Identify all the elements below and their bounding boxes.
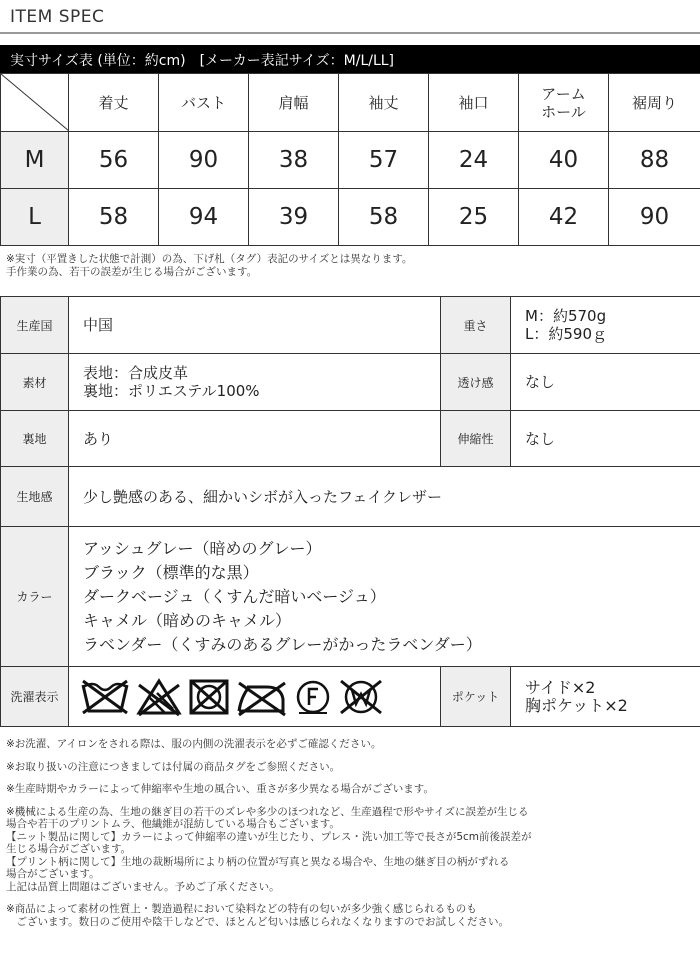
size-table-title-bar — [0, 45, 700, 74]
column-header: 袖丈 — [339, 74, 429, 132]
table-cell: 40 — [519, 132, 609, 189]
weight-value: M：約570g L：約590ｇ — [511, 297, 700, 354]
table-cell: 58 — [69, 189, 159, 246]
size-table-corner — [1, 74, 69, 132]
table-cell: 42 — [519, 189, 609, 246]
size-label: M — [1, 132, 69, 189]
color-item: ラベンダー（くすみのあるグレーがかったラベンダー） — [83, 634, 482, 654]
wash-icons — [69, 667, 441, 727]
page-title: ITEM SPEC — [10, 7, 105, 27]
color-list — [69, 527, 700, 667]
spec-table — [0, 296, 700, 727]
table-cell: 25 — [429, 189, 519, 246]
sheer-value: なし — [511, 354, 700, 411]
no-wash-icon — [79, 677, 131, 717]
note-item: ※お洗濯、アイロンをされる際は、服の内側の洗濯表示を必ずご確認ください。 — [6, 738, 382, 750]
table-row — [1, 132, 700, 189]
no-bleach-icon — [135, 677, 183, 717]
pocket-value: サイド×2 胸ポケット×2 — [511, 667, 700, 727]
note-item: ※お取り扱いの注意につきましては付属の商品タグをご参照ください。 — [6, 760, 341, 773]
table-cell: 38 — [249, 132, 339, 189]
origin-label: 生産国 — [1, 297, 69, 354]
header-divider — [0, 32, 700, 34]
weight-label: 重さ — [441, 297, 511, 354]
table-cell: 57 — [339, 132, 429, 189]
dry-clean-f-icon — [293, 677, 333, 717]
column-header: 着丈 — [69, 74, 159, 132]
texture-label: 生地感 — [1, 467, 69, 527]
no-iron-icon — [235, 677, 289, 717]
column-header: 袖口 — [429, 74, 519, 132]
no-wet-clean-icon — [337, 677, 385, 717]
column-header: 裾周り — [609, 74, 700, 132]
color-label: カラー — [1, 527, 69, 667]
color-item: アッシュグレー（暗めのグレー） — [83, 538, 322, 558]
spec-row — [1, 527, 700, 667]
stretch-value: なし — [511, 411, 700, 467]
column-header: アーム ホール — [519, 74, 609, 132]
spec-row — [1, 354, 700, 411]
table-cell: 39 — [249, 189, 339, 246]
sheer-label: 透け感 — [441, 354, 511, 411]
stretch-label: 伸縮性 — [441, 411, 511, 467]
spec-row — [1, 411, 700, 467]
size-table — [0, 73, 700, 246]
note-item: ※商品によって素材の性質上・製造過程において染料などの特有の匂いが多少強く感じられるものも ございます。数日のご使用や陰干しなどで、ほとんど匂いは感じられなくなりますのでお試しください。 — [6, 903, 509, 928]
color-item: ダークベージュ（くすんだ暗いベージュ） — [83, 586, 386, 606]
column-header: 肩幅 — [249, 74, 339, 132]
origin-value: 中国 — [69, 297, 441, 354]
color-item: ブラック（標準的な黒） — [83, 562, 259, 582]
table-cell: 58 — [339, 189, 429, 246]
table-cell: 94 — [159, 189, 249, 246]
lining-label: 裏地 — [1, 411, 69, 467]
table-cell: 88 — [609, 132, 700, 189]
table-row — [1, 189, 700, 246]
note-item: ※機械による生産の為、生地の継ぎ目の若干のズレや多少のほつれなど、生産過程で形やサイズに誤差が生じる 場合や若干のプリントムラ、他繊維が混紡している場合もございます。 【ニット製品に関して】カラーによって伸縮率の違いが生じたり、プレス・洗い加工等で長さが5cm前後誤差が 生じる場合がございます。 【プリント柄に関して】生地の裁断場所により柄の位置が写真と異なる場合や、生地の継ぎ目の柄がずれる 場合がございます。 上記は品質上問題はございません。予めご了承ください。 — [6, 805, 532, 893]
wash-label: 洗濯表示 — [1, 667, 69, 727]
texture-value: 少し艶感のある、細かいシボが入ったフェイクレザー — [69, 467, 700, 527]
size-table-title: 実寸サイズ表 (単位：約cm) [メーカー表記サイズ：M/L/LL] — [10, 53, 395, 69]
spec-row — [1, 297, 700, 354]
table-cell: 90 — [159, 132, 249, 189]
notes — [6, 738, 696, 928]
material-value: 表地：合成皮革 裏地：ポリエステル100% — [69, 354, 441, 411]
column-header: バスト — [159, 74, 249, 132]
note-item: ※生産時期やカラーによって伸縮率や生地の風合い、重さが多少異なる場合がございます。 — [6, 783, 434, 795]
table-cell: 90 — [609, 189, 700, 246]
color-item: キャメル（暗めのキャメル） — [83, 610, 292, 630]
material-label: 素材 — [1, 354, 69, 411]
spec-row — [1, 667, 700, 727]
pocket-label: ポケット — [441, 667, 511, 727]
spec-header — [0, 0, 700, 36]
size-note: ※実寸（平置きした状態で計測）の為、下げ札（タグ）表記のサイズとは異なります。 手作業の為、若干の誤差が生じる場合がございます。 — [6, 253, 413, 278]
no-tumble-dry-icon — [187, 677, 231, 717]
spec-row — [1, 467, 700, 527]
table-cell: 56 — [69, 132, 159, 189]
table-cell: 24 — [429, 132, 519, 189]
size-label: L — [1, 189, 69, 246]
lining-value: あり — [69, 411, 441, 467]
